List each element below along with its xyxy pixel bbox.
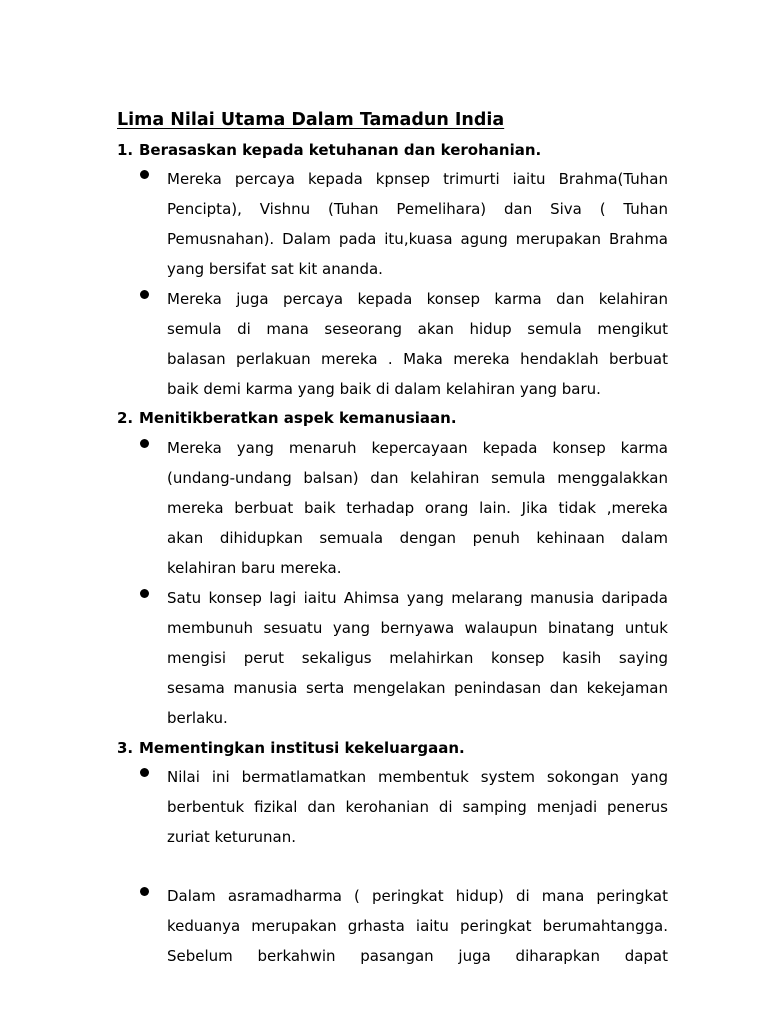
bullet-line: Mereka juga percaya kepada konsep karma dan kelahiran — [167, 290, 668, 308]
bullet-line: Mereka percaya kepada kpnsep trimurti iaitu Brahma(Tuhan — [167, 170, 668, 188]
bullet-icon — [138, 585, 160, 598]
bullet-line: akan dihidupkan semuala dengan penuh kehinaan dalam — [167, 529, 668, 547]
bullet-icon — [138, 286, 160, 299]
section-heading-2 — [117, 408, 457, 428]
bullet-icon — [138, 435, 160, 448]
section-heading-text: Mementingkan institusi kekeluargaan. — [139, 739, 465, 757]
bullet-line: Pencipta), Vishnu (Tuhan Pemelihara) dan Siva ( Tuhan — [167, 200, 668, 218]
bullet-line: mengisi perut sekaligus melahirkan konsep kasih saying — [167, 649, 668, 667]
section-number: 1. — [117, 141, 134, 159]
section-number: 3. — [117, 739, 134, 757]
bullet-line: baik demi karma yang baik di dalam kelahiran yang baru. — [167, 380, 601, 398]
section-heading-text: Menitikberatkan aspek kemanusiaan. — [139, 409, 457, 427]
bullet-line: (undang-undang balsan) dan kelahiran semula menggalakkan — [167, 469, 668, 487]
bullet-line: yang bersifat sat kit ananda. — [167, 260, 383, 278]
bullet-line: kelahiran baru mereka. — [167, 559, 342, 577]
bullet-line: Mereka yang menaruh kepercayaan kepada konsep karma — [167, 439, 668, 457]
bullet-line: membunuh sesuatu yang bernyawa walaupun binatang untuk — [167, 619, 668, 637]
bullet-line: mereka berbuat baik terhadap orang lain. Jika tidak ,mereka — [167, 499, 668, 517]
bullet-line: sesama manusia serta mengelakan penindasan dan kekejaman — [167, 679, 668, 697]
document-title: Lima Nilai Utama Dalam Tamadun India — [117, 110, 505, 130]
section-heading-text: Berasaskan kepada ketuhanan dan kerohanian. — [139, 141, 542, 159]
bullet-line: Satu konsep lagi iaitu Ahimsa yang melarang manusia daripada — [167, 589, 668, 607]
bullet-line: Nilai ini bermatlamatkan membentuk system sokongan yang — [167, 768, 668, 786]
bullet-line: semula di mana seseorang akan hidup semula mengikut — [167, 320, 668, 338]
bullet-icon — [138, 166, 160, 179]
bullet-icon — [138, 764, 160, 777]
bullet-line: zuriat keturunan. — [167, 828, 296, 846]
bullet-line: Pemusnahan). Dalam pada itu,kuasa agung merupakan Brahma — [167, 230, 668, 248]
bullet-line: berbentuk fizikal dan kerohanian di samping menjadi penerus — [167, 798, 668, 816]
section-heading-1 — [117, 140, 541, 160]
section-heading-3 — [117, 738, 465, 758]
bullet-line: balasan perlakuan mereka . Maka mereka hendaklah berbuat — [167, 350, 668, 368]
bullet-line: berlaku. — [167, 709, 228, 727]
section-number: 2. — [117, 409, 134, 427]
bullet-line: Sebelum berkahwin pasangan juga diharapkan dapat — [167, 947, 668, 965]
bullet-line: keduanya merupakan grhasta iaitu peringkat berumahtangga. — [167, 917, 668, 935]
bullet-line: Dalam asramadharma ( peringkat hidup) di mana peringkat — [167, 887, 668, 905]
bullet-icon — [138, 883, 160, 896]
